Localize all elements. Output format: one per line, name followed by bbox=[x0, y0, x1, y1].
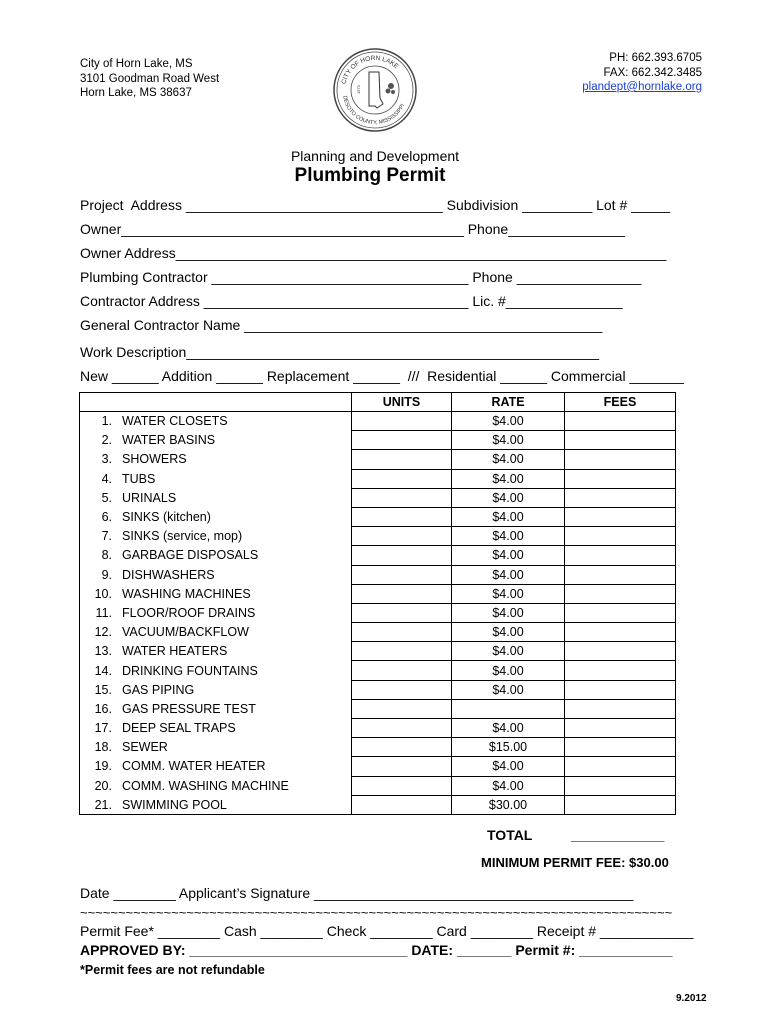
fees-cell[interactable] bbox=[565, 450, 676, 469]
item-cell bbox=[80, 507, 352, 526]
rate-cell: $4.00 bbox=[452, 603, 565, 622]
item-number: 17. bbox=[94, 721, 112, 736]
units-cell[interactable] bbox=[352, 623, 452, 642]
fees-cell[interactable] bbox=[565, 661, 676, 680]
fee-table-row bbox=[80, 507, 676, 526]
fees-cell[interactable] bbox=[565, 527, 676, 546]
units-cell[interactable] bbox=[352, 412, 452, 431]
item-number: 11. bbox=[95, 605, 112, 620]
work-description-line[interactable]: Work Description_____________________________________________________ bbox=[80, 344, 599, 360]
item-cell bbox=[80, 757, 352, 776]
item-cell bbox=[80, 738, 352, 757]
item-number: 8. bbox=[101, 548, 112, 563]
phone-number: PH: 662.393.6705 bbox=[609, 52, 702, 64]
fees-cell[interactable] bbox=[565, 623, 676, 642]
fee-table-row bbox=[80, 623, 676, 642]
fee-table-row bbox=[80, 603, 676, 622]
item-name: COMM. WASHING MACHINE bbox=[122, 778, 289, 793]
fee-table-row bbox=[80, 450, 676, 469]
contact-block bbox=[582, 51, 702, 95]
fee-table-row bbox=[80, 757, 676, 776]
rate-cell: $4.00 bbox=[452, 642, 565, 661]
fees-cell[interactable] bbox=[565, 776, 676, 795]
item-name: WATER BASINS bbox=[122, 433, 216, 448]
item-cell bbox=[80, 431, 352, 450]
item-number: 15. bbox=[94, 682, 112, 697]
item-name: GAS PIPING bbox=[122, 682, 195, 697]
item-name: COMM. WATER HEATER bbox=[122, 759, 266, 774]
item-cell bbox=[80, 719, 352, 738]
fees-cell[interactable] bbox=[565, 757, 676, 776]
item-name: TUBS bbox=[122, 471, 156, 486]
item-cell bbox=[80, 565, 352, 584]
fees-cell[interactable] bbox=[565, 565, 676, 584]
item-name: SINKS (service, mop) bbox=[122, 529, 243, 544]
units-cell[interactable] bbox=[352, 680, 452, 699]
item-name: SINKS (kitchen) bbox=[122, 510, 211, 525]
fee-table-row bbox=[80, 680, 676, 699]
units-cell[interactable] bbox=[352, 719, 452, 738]
page-title: Plumbing Permit bbox=[294, 165, 446, 186]
units-cell[interactable] bbox=[352, 661, 452, 680]
units-cell[interactable] bbox=[352, 507, 452, 526]
item-name: WATER HEATERS bbox=[122, 644, 228, 659]
item-cell bbox=[80, 527, 352, 546]
fees-cell[interactable] bbox=[565, 507, 676, 526]
item-cell bbox=[80, 603, 352, 622]
signature-line[interactable]: Date ________ Applicant’s Signature _________________________________________ bbox=[80, 885, 634, 901]
fees-cell[interactable] bbox=[565, 795, 676, 814]
svg-text:DESOTO COUNTY, MISSISSIPPI: DESOTO COUNTY, MISSISSIPPI bbox=[341, 95, 407, 127]
rate-cell: $4.00 bbox=[452, 488, 565, 507]
fee-table-row bbox=[80, 546, 676, 565]
fee-table bbox=[79, 392, 676, 815]
item-cell bbox=[80, 661, 352, 680]
item-number: 6. bbox=[101, 510, 112, 525]
svg-text:CITY OF HORN LAKE: CITY OF HORN LAKE bbox=[340, 54, 400, 85]
project-address-line[interactable]: Project Address _________________________________ Subdivision _________ Lot # _____ bbox=[80, 197, 671, 213]
item-number: 12. bbox=[94, 625, 112, 640]
item-number: 21. bbox=[94, 797, 112, 812]
item-number: 16. bbox=[94, 701, 112, 716]
item-number: 9. bbox=[101, 567, 112, 582]
owner-address-line[interactable]: Owner Address_______________________________________________________________ bbox=[80, 245, 667, 261]
item-cell bbox=[80, 412, 352, 431]
fee-table-row bbox=[80, 699, 676, 718]
rate-cell: $4.00 bbox=[452, 757, 565, 776]
item-name: URINALS bbox=[122, 490, 177, 505]
fee-table-row bbox=[80, 642, 676, 661]
item-number: 20. bbox=[94, 778, 112, 793]
rate-cell: $4.00 bbox=[452, 661, 565, 680]
fee-table-row bbox=[80, 719, 676, 738]
rate-cell: $4.00 bbox=[452, 584, 565, 603]
units-cell[interactable] bbox=[352, 603, 452, 622]
item-name: GAS PRESSURE TEST bbox=[122, 701, 256, 716]
item-number: 13. bbox=[94, 644, 112, 659]
units-cell[interactable] bbox=[352, 738, 452, 757]
item-cell bbox=[80, 680, 352, 699]
fee-table-row bbox=[80, 431, 676, 450]
contractor-address-line[interactable]: Contractor Address __________________________________ Lic. #_______________ bbox=[80, 293, 623, 309]
item-name: SHOWERS bbox=[122, 452, 187, 467]
department-name: Planning and Development bbox=[290, 148, 460, 164]
item-number: 2. bbox=[101, 433, 112, 448]
fee-table-row bbox=[80, 584, 676, 603]
total-line[interactable]: TOTAL ____________ bbox=[487, 827, 665, 843]
fee-table-row bbox=[80, 795, 676, 814]
item-cell bbox=[80, 642, 352, 661]
owner-line[interactable]: Owner____________________________________________ Phone_______________ bbox=[80, 221, 625, 237]
fees-cell[interactable] bbox=[565, 680, 676, 699]
rate-cell: $4.00 bbox=[452, 412, 565, 431]
units-cell[interactable] bbox=[352, 469, 452, 488]
item-cell bbox=[80, 546, 352, 565]
rate-cell: $4.00 bbox=[452, 527, 565, 546]
rate-cell: $4.00 bbox=[452, 776, 565, 795]
fee-table-header bbox=[80, 393, 676, 412]
plumbing-contractor-line[interactable]: Plumbing Contractor _________________________________ Phone ________________ bbox=[80, 269, 642, 285]
item-number: 10. bbox=[94, 586, 112, 601]
fees-cell[interactable] bbox=[565, 431, 676, 450]
item-number: 4. bbox=[101, 471, 112, 486]
payment-line[interactable]: Permit Fee* ________ Cash ________ Check ________ Card ________ Receipt # ____________ bbox=[80, 923, 694, 939]
item-name: DRINKING FOUNTAINS bbox=[122, 663, 258, 678]
fee-table-row bbox=[80, 488, 676, 507]
rate-cell: $4.00 bbox=[452, 546, 565, 565]
fees-cell[interactable] bbox=[565, 412, 676, 431]
rate-cell: $4.00 bbox=[452, 623, 565, 642]
fees-cell[interactable] bbox=[565, 584, 676, 603]
units-cell[interactable] bbox=[352, 584, 452, 603]
rate-cell: $4.00 bbox=[452, 507, 565, 526]
fees-cell[interactable] bbox=[565, 699, 676, 718]
units-cell[interactable] bbox=[352, 488, 452, 507]
item-name: FLOOR/ROOF DRAINS bbox=[122, 605, 256, 620]
item-number: 3. bbox=[101, 452, 112, 467]
units-cell[interactable] bbox=[352, 450, 452, 469]
rate-cell: $4.00 bbox=[452, 450, 565, 469]
fee-table-row bbox=[80, 527, 676, 546]
fee-table-row bbox=[80, 738, 676, 757]
rate-column-header: RATE bbox=[452, 393, 565, 412]
item-number: 7. bbox=[101, 529, 112, 544]
item-name: WATER CLOSETS bbox=[122, 414, 228, 429]
item-number: 14. bbox=[94, 663, 112, 678]
rate-cell: $4.00 bbox=[452, 469, 565, 488]
item-cell bbox=[80, 469, 352, 488]
item-name: DISHWASHERS bbox=[122, 567, 215, 582]
address-line: Horn Lake, MS 38637 bbox=[80, 87, 192, 99]
fees-cell[interactable] bbox=[565, 488, 676, 507]
rate-cell: $4.00 bbox=[452, 719, 565, 738]
units-cell[interactable] bbox=[352, 431, 452, 450]
item-cell bbox=[80, 450, 352, 469]
fee-table-row bbox=[80, 469, 676, 488]
item-column-header bbox=[80, 393, 352, 412]
fees-cell[interactable] bbox=[565, 603, 676, 622]
fees-cell[interactable] bbox=[565, 469, 676, 488]
units-cell[interactable] bbox=[352, 527, 452, 546]
fees-cell[interactable] bbox=[565, 738, 676, 757]
form-version: 9.2012 bbox=[676, 993, 707, 1004]
units-cell[interactable] bbox=[352, 776, 452, 795]
fax-number: FAX: 662.342.3485 bbox=[603, 66, 702, 79]
units-cell[interactable] bbox=[352, 795, 452, 814]
fees-cell[interactable] bbox=[565, 546, 676, 565]
fee-table-row bbox=[80, 776, 676, 795]
item-name: DEEP SEAL TRAPS bbox=[122, 721, 236, 736]
item-name: SWIMMING POOL bbox=[122, 797, 227, 812]
city-seal-logo bbox=[333, 48, 417, 132]
units-cell[interactable] bbox=[352, 565, 452, 584]
minimum-permit-fee: MINIMUM PERMIT FEE: $30.00 bbox=[481, 855, 669, 870]
item-number: 1. bbox=[101, 414, 112, 429]
item-number: 5. bbox=[101, 490, 112, 505]
fee-table-row bbox=[80, 412, 676, 431]
units-cell[interactable] bbox=[352, 699, 452, 718]
item-name: VACUUM/BACKFLOW bbox=[122, 625, 249, 640]
fees-cell[interactable] bbox=[565, 719, 676, 738]
units-cell[interactable] bbox=[352, 757, 452, 776]
item-cell bbox=[80, 699, 352, 718]
fees-column-header: FEES bbox=[565, 393, 676, 412]
rate-cell: $4.00 bbox=[452, 565, 565, 584]
rate-cell bbox=[452, 699, 565, 718]
rate-cell: $30.00 bbox=[452, 795, 565, 814]
item-cell bbox=[80, 488, 352, 507]
email-link[interactable]: plandept@hornlake.org bbox=[582, 81, 702, 93]
address-line: 3101 Goodman Road West bbox=[80, 72, 220, 85]
item-name: SEWER bbox=[122, 740, 168, 755]
item-cell bbox=[80, 623, 352, 642]
rate-cell: $15.00 bbox=[452, 738, 565, 757]
approval-line[interactable]: APPROVED BY: ____________________________ DATE: _______ Permit #: ____________ bbox=[80, 942, 673, 958]
rate-cell: $4.00 bbox=[452, 431, 565, 450]
refund-note: *Permit fees are not refundable bbox=[80, 963, 265, 977]
item-number: 19. bbox=[94, 759, 112, 774]
fee-table-row bbox=[80, 661, 676, 680]
svg-text:1973: 1973 bbox=[356, 85, 361, 94]
item-number: 18. bbox=[94, 740, 112, 755]
rate-cell: $4.00 bbox=[452, 680, 565, 699]
divider-tilde-line: ~~~~~~~~~~~~~~~~~~~~~~~~~~~~~~~~~~~~~~~~~~~~~~~~~~~~~~~~~~~~~~~~~~~~~~~~~~~~~~ bbox=[80, 905, 673, 920]
item-name: WASHING MACHINES bbox=[122, 586, 251, 601]
item-cell bbox=[80, 584, 352, 603]
units-cell[interactable] bbox=[352, 546, 452, 565]
construction-type-line[interactable]: New ______ Addition ______ Replacement ______ /// Residential ______ Commercial _______ bbox=[80, 368, 684, 384]
fee-table-row bbox=[80, 565, 676, 584]
city-address-block bbox=[80, 57, 219, 101]
units-column-header: UNITS bbox=[352, 393, 452, 412]
units-cell[interactable] bbox=[352, 642, 452, 661]
item-cell bbox=[80, 795, 352, 814]
address-line: City of Horn Lake, MS bbox=[80, 58, 193, 70]
item-name: GARBAGE DISPOSALS bbox=[122, 548, 259, 563]
general-contractor-line[interactable]: General Contractor Name ______________________________________________ bbox=[80, 317, 603, 333]
fees-cell[interactable] bbox=[565, 642, 676, 661]
item-cell bbox=[80, 776, 352, 795]
